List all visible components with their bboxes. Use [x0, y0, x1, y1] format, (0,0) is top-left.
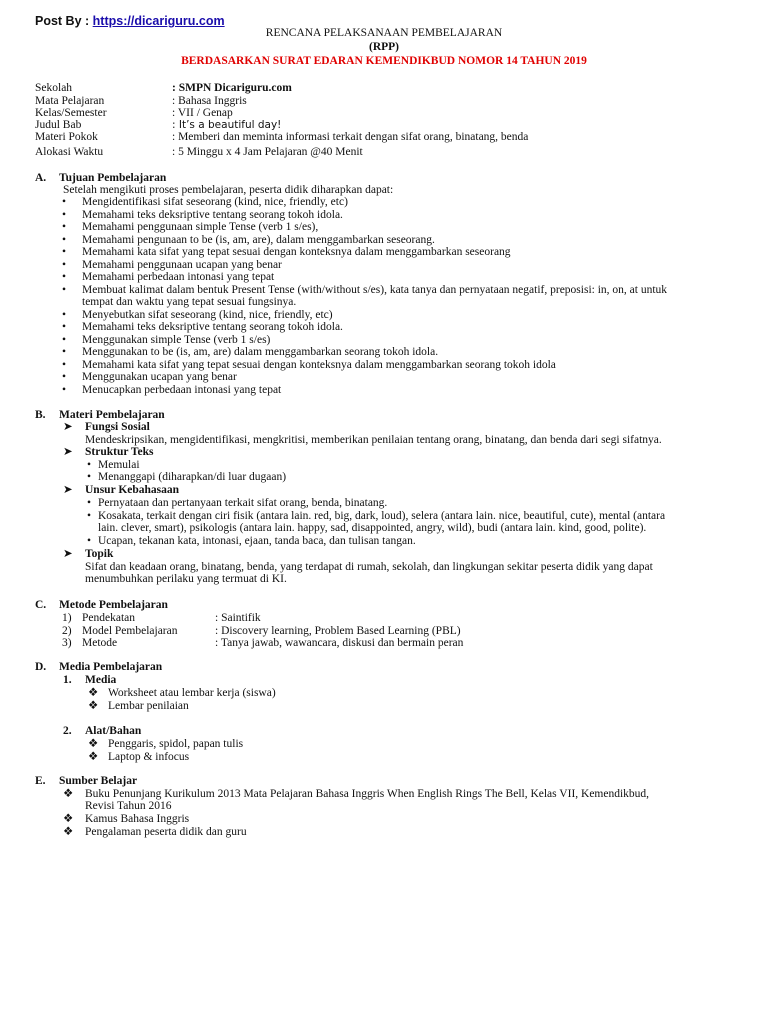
bullet: •: [62, 384, 67, 396]
bullet: •: [62, 284, 67, 296]
list-item: Memahami kata sifat yang tepat sesuai dengan konteksnya dalam menggambarkan seorang tokoh idola: [82, 359, 556, 371]
doc-subtitle: (RPP): [368, 41, 399, 53]
alat-bahan-title: Alat/Bahan: [85, 725, 142, 737]
arrow-bullet: ➤: [63, 484, 73, 496]
doc-title: RENCANA PELAKSANAAN PEMBELAJARAN: [265, 27, 503, 39]
list-item: Laptop & infocus: [108, 751, 190, 763]
section-c-heading: Metode Pembelajaran: [59, 599, 168, 611]
bullet: •: [87, 497, 92, 509]
bullet: •: [62, 259, 67, 271]
post-by-label: Post By :: [35, 14, 93, 28]
section-a-intro: Setelah mengikuti proses pembelajaran, peserta didik diharapkan dapat:: [63, 184, 394, 196]
method-value: : Discovery learning, Problem Based Learning (PBL): [215, 625, 461, 637]
section-e-letter: E.: [35, 775, 46, 787]
list-item: Menyebutkan sifat seseorang (kind, nice, friendly, etc): [82, 309, 333, 321]
list-item: Memahami penggunaan ucapan yang benar: [82, 259, 282, 271]
method-value: : Saintifik: [215, 612, 261, 624]
topik-title: Topik: [85, 548, 114, 560]
method-label: Model Pembelajaran: [82, 625, 178, 637]
bullet: •: [62, 334, 67, 346]
section-c-letter: C.: [35, 599, 47, 611]
list-item: Worksheet atau lembar kerja (siswa): [108, 687, 276, 699]
list-item: Memahami kata sifat yang tepat sesuai dengan konteksnya dalam menggambarkan seseorang: [82, 246, 511, 258]
diamond-icon: ❖: [63, 788, 74, 800]
identity-value: : Memberi dan meminta informasi terkait dengan sifat orang, binatang, benda: [172, 131, 529, 143]
identity-value: : 5 Minggu x 4 Jam Pelajaran @40 Menit: [172, 146, 363, 158]
list-item: Menggunakan to be (is, am, are) dalam menggambarkan seorang tokoh idola.: [82, 346, 439, 358]
doc-basis: BERDASARKAN SURAT EDARAN KEMENDIKBUD NOMOR 14 TAHUN 2019: [181, 55, 587, 67]
diamond-icon: ❖: [88, 751, 99, 763]
topik-text: menumbuhkan perilaku yang termuat di KI.: [85, 573, 287, 585]
list-item: Pernyataan dan pertanyaan terkait sifat orang, benda, binatang.: [98, 497, 388, 509]
list-item: Kamus Bahasa Inggris: [85, 813, 190, 825]
identity-value: : SMPN Dicariguru.com: [172, 82, 292, 94]
row-number: 2): [62, 625, 72, 637]
identity-label: Judul Bab: [35, 119, 82, 131]
row-number: 2.: [63, 725, 72, 737]
identity-value: : It’s a beautiful day!: [172, 119, 282, 131]
diamond-icon: ❖: [88, 738, 99, 750]
identity-label: Sekolah: [35, 82, 73, 94]
arrow-bullet: ➤: [63, 421, 73, 433]
identity-value: : VII / Genap: [172, 107, 233, 119]
method-value: : Tanya jawab, wawancara, diskusi dan bermain peran: [215, 637, 464, 649]
section-b-letter: B.: [35, 409, 46, 421]
diamond-icon: ❖: [63, 813, 74, 825]
list-item: Penggaris, spidol, papan tulis: [108, 738, 244, 750]
list-item: Memahami perbedaan intonasi yang tepat: [82, 271, 275, 283]
list-item: Kosakata, terkait dengan ciri fisik (antara lain. red, big, dark, loud), selera (antara lain. nice, beautiful, cute), mental (antara: [98, 510, 666, 522]
list-item-continuation: lain. clever, smart), psikologis (antara lain. happy, sad, disappointed, angry, wild), budi (antara lain. kind, good, polite).: [98, 522, 647, 534]
list-item: Menggunakan ucapan yang benar: [82, 371, 237, 383]
fungsi-sosial-text: Mendeskripsikan, mengidentifikasi, mengkritisi, memberikan penilaian tentang orang, binatang, dan benda dari segi sifatnya.: [85, 434, 662, 446]
row-number: 3): [62, 637, 72, 649]
post-by-line: [35, 14, 225, 28]
fungsi-sosial-title: Fungsi Sosial: [85, 421, 150, 433]
diamond-icon: ❖: [88, 700, 99, 712]
row-number: 1): [62, 612, 72, 624]
list-item: Memahami pengunaan to be (is, am, are), dalam menggambarkan seseorang.: [82, 234, 435, 246]
arrow-bullet: ➤: [63, 548, 73, 560]
source-link[interactable]: https://dicariguru.com: [92, 14, 225, 28]
section-b-heading: Materi Pembelajaran: [59, 409, 165, 421]
list-item: Menucapkan perbedaan intonasi yang tepat: [82, 384, 282, 396]
bullet: •: [87, 471, 92, 483]
bullet: •: [62, 221, 67, 233]
identity-label: Mata Pelajaran: [35, 95, 105, 107]
identity-value: : Bahasa Inggris: [172, 95, 247, 107]
bullet: •: [62, 309, 67, 321]
bullet: •: [62, 346, 67, 358]
bullet: •: [87, 510, 92, 522]
list-item-continuation: Revisi Tahun 2016: [85, 800, 172, 812]
section-e-heading: Sumber Belajar: [59, 775, 138, 787]
identity-label: Alokasi Waktu: [35, 146, 104, 158]
list-item: Menanggapi (diharapkan/di luar dugaan): [98, 471, 287, 483]
struktur-teks-title: Struktur Teks: [85, 446, 154, 458]
list-item: Memahami teks deksriptive tentang seorang tokoh idola.: [82, 321, 343, 333]
diamond-icon: ❖: [63, 826, 74, 838]
bullet: •: [62, 359, 67, 371]
list-item: Ucapan, tekanan kata, intonasi, ejaan, tanda baca, dan tulisan tangan.: [98, 535, 416, 547]
section-d-heading: Media Pembelajaran: [59, 661, 163, 673]
list-item: Lembar penilaian: [108, 700, 189, 712]
identity-label: Kelas/Semester: [35, 107, 107, 119]
bullet: •: [62, 271, 67, 283]
list-item-continuation: tempat dan waktu yang tepat sesuai fungsinya.: [82, 296, 297, 308]
list-item: Memahami teks deksriptive tentang seorang tokoh idola.: [82, 209, 343, 221]
bullet: •: [62, 246, 67, 258]
unsur-kebahasaan-title: Unsur Kebahasaan: [85, 484, 180, 496]
section-d-letter: D.: [35, 661, 47, 673]
bullet: •: [87, 459, 92, 471]
bullet: •: [62, 234, 67, 246]
list-item: Buku Penunjang Kurikulum 2013 Mata Pelajaran Bahasa Inggris When English Rings The Bell, Kelas VII, Kemendikbud,: [85, 788, 650, 800]
identity-label: Materi Pokok: [35, 131, 98, 143]
bullet: •: [62, 321, 67, 333]
bullet: •: [87, 535, 92, 547]
list-item: Menggunakan simple Tense (verb 1 s/es): [82, 334, 271, 346]
media-title: Media: [85, 674, 117, 686]
row-number: 1.: [63, 674, 72, 686]
diamond-icon: ❖: [88, 687, 99, 699]
section-a-heading: Tujuan Pembelajaran: [59, 172, 167, 184]
method-label: Metode: [82, 637, 118, 649]
list-item: Pengalaman peserta didik dan guru: [85, 826, 247, 838]
list-item: Memahami penggunaan simple Tense (verb 1 s/es),: [82, 221, 319, 233]
list-item: Memulai: [98, 459, 140, 471]
bullet: •: [62, 371, 67, 383]
topik-text: Sifat dan keadaan orang, binatang, benda, yang terdapat di rumah, sekolah, dan lingkungan sekitar peserta didik yang dapat: [85, 561, 653, 573]
list-item: Mengidentifikasi sifat seseorang (kind, nice, friendly, etc): [82, 196, 348, 208]
arrow-bullet: ➤: [63, 446, 73, 458]
method-label: Pendekatan: [82, 612, 136, 624]
list-item: Membuat kalimat dalam bentuk Present Tense (with/without s/es), kata tanya dan pernyataan negatif, preposisi: in, on, at untuk: [82, 284, 668, 296]
bullet: •: [62, 196, 67, 208]
bullet: •: [62, 209, 67, 221]
section-a-letter: A.: [35, 172, 47, 184]
